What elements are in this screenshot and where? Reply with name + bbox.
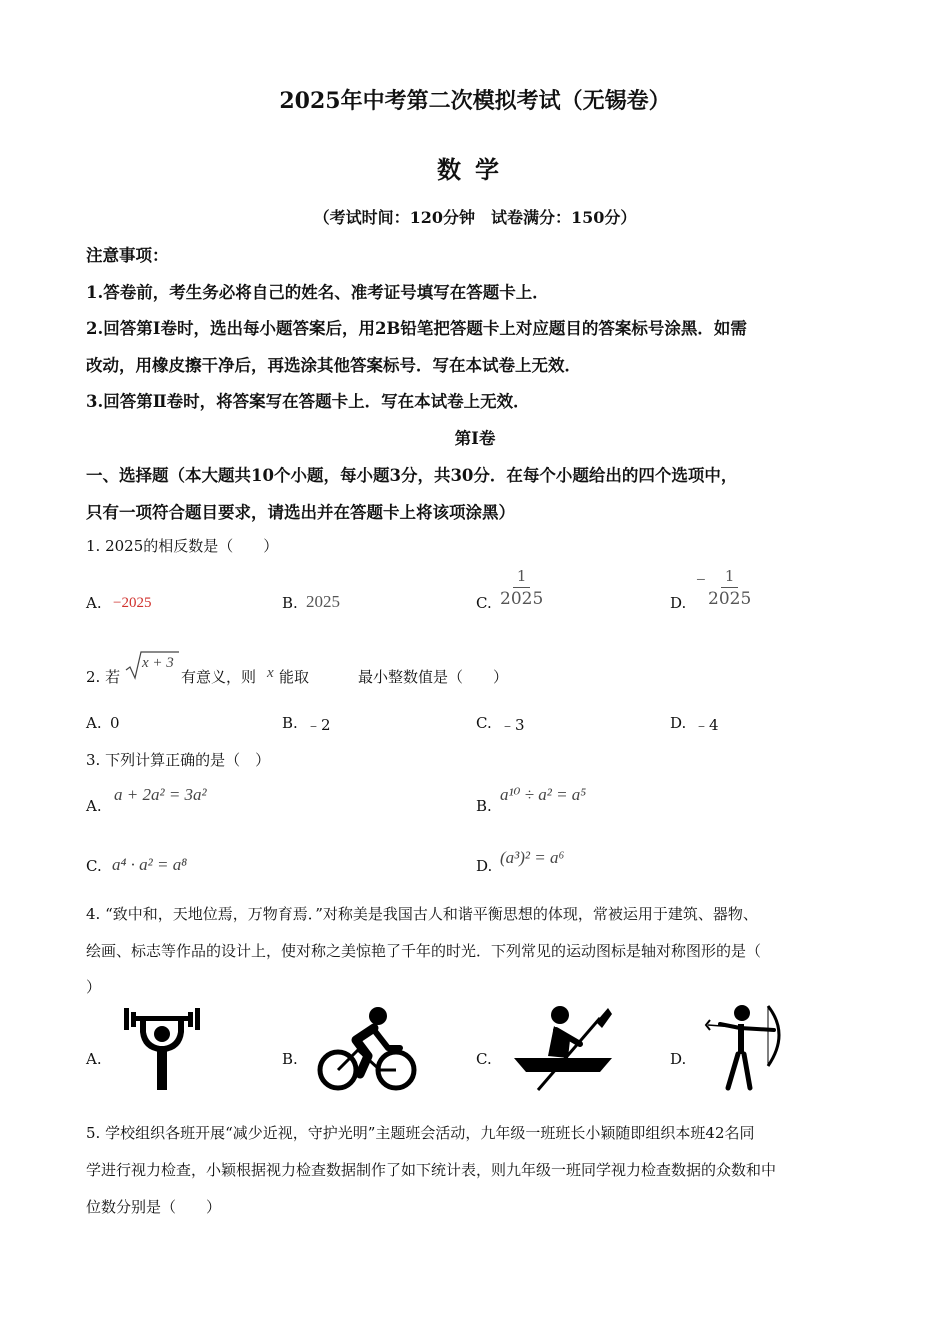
q4-stem-line-1: 4. “致中和，天地位焉，万物育焉．”对称美是我国古人和谐平衡思想的体现，常被运用于建筑、器物、 [86,905,758,923]
q3-option-d-expr: (a³)² = a⁶ [500,848,565,867]
notice-item-1: 1.答卷前，考生务必将自己的姓名、准考证号填写在答题卡上． [86,283,549,302]
q3-option-a-expr: a + 2a² = 3a² [114,785,207,804]
notice-item-3: 3.回答第Ⅱ卷时，将答案写在答题卡上．写在本试卷上无效． [86,392,530,411]
q2-option-b-value: ﹣2 [306,716,331,734]
fraction-denominator: 2025 [708,589,752,609]
q2-option-c-label[interactable]: C. [476,714,492,732]
q2-stem-tail: 最小整数值是（ ） [358,668,509,686]
q5-stem-line-3: 位数分别是（ ） [86,1198,222,1216]
archery-icon[interactable] [704,1004,784,1092]
q3-stem: 3. 下列计算正确的是（ ） [86,751,271,769]
q1-option-d-fraction [708,567,751,609]
q2-stem-prefix: 2. 若 [86,668,121,686]
q2-option-b-label[interactable]: B. [282,714,298,732]
q3-option-c-expr: a⁴ · a² = a⁸ [112,855,188,874]
notice-heading: 注意事项： [86,246,169,265]
fraction-numerator: 1 [513,567,531,588]
exam-title: 2025年中考第二次模拟考试（无锡卷） [279,88,671,114]
q4-option-b-label[interactable]: B. [282,1050,298,1068]
section-heading-line-2: 只有一项符合题目要求，请选出并在答题卡上将该项涂黑） [86,503,515,522]
q3-option-b-label[interactable]: B. [476,797,492,815]
q5-stem-line-1: 5. 学校组织各班开展“减少近视，守护光明”主题班会活动，九年级一班班长小颖随即组织本班42名同 [86,1124,755,1142]
q4-stem-line-3: ） [86,978,102,996]
q4-option-a-label[interactable]: A. [86,1050,102,1068]
q2-stem-post: 能取 [279,668,310,686]
q2-option-d-value: ﹣4 [694,716,719,734]
subject-title: 数学 [437,155,513,184]
q1-option-d-label[interactable]: D. [670,594,687,612]
q4-option-d-label[interactable]: D. [670,1050,687,1068]
q2-variable: x [267,665,274,681]
q1-stem: 1. 2025的相反数是（ ） [86,537,279,555]
exam-info: （考试时间：120分钟 试卷满分：150分） [313,208,637,227]
q1-option-b-label[interactable]: B. [282,594,298,612]
q2-radicand: x + 3 [142,655,174,671]
q1-option-c-fraction [500,567,543,609]
cycling-icon[interactable] [316,1004,420,1094]
q1-option-a-value: −2025 [113,595,152,611]
fraction-denominator: 2025 [500,589,544,609]
rowing-icon[interactable] [510,1004,616,1092]
q3-option-d-label[interactable]: D. [476,857,493,875]
weightlifting-icon[interactable] [120,1004,204,1092]
q3-option-c-label[interactable]: C. [86,857,102,875]
q2-option-a-value: 0 [110,714,120,732]
q2-option-d-label[interactable]: D. [670,714,687,732]
q5-stem-line-2: 学进行视力检查，小颖根据视力检查数据制作了如下统计表，则九年级一班同学视力检查数据的众数和中 [86,1161,777,1179]
q1-option-a-label[interactable]: A. [86,594,102,612]
q3-option-b-expr: a¹⁰ ÷ a² = a⁵ [500,785,587,804]
q2-option-c-value: ﹣3 [500,716,525,734]
fraction-numerator: 1 [721,567,739,588]
q4-option-c-label[interactable]: C. [476,1050,492,1068]
q4-stem-line-2: 绘画、标志等作品的设计上，使对称之美惊艳了千年的时光．下列常见的运动图标是轴对称图形的是（ [86,942,762,960]
volume-heading: 第Ⅰ卷 [454,429,496,448]
q2-stem-middle: 有意义，则 [181,668,257,686]
section-heading-line-1: 一、选择题（本大题共10个小题，每小题3分，共30分．在每个小题给出的四个选项中， [86,466,738,485]
q1-option-c-label[interactable]: C. [476,594,492,612]
q1-option-d-sign: − [696,570,706,589]
q3-option-a-label[interactable]: A. [86,797,102,815]
q1-option-b-value: 2025 [306,592,340,611]
q2-option-a-label[interactable]: A. [86,714,102,732]
notice-item-2-line-2: 改动，用橡皮擦干净后，再选涂其他答案标号．写在本试卷上无效． [86,356,581,375]
notice-item-2-line-1: 2.回答第Ⅰ卷时，选出每小题答案后，用2B铅笔把答题卡上对应题目的答案标号涂黑．如需 [86,319,747,338]
